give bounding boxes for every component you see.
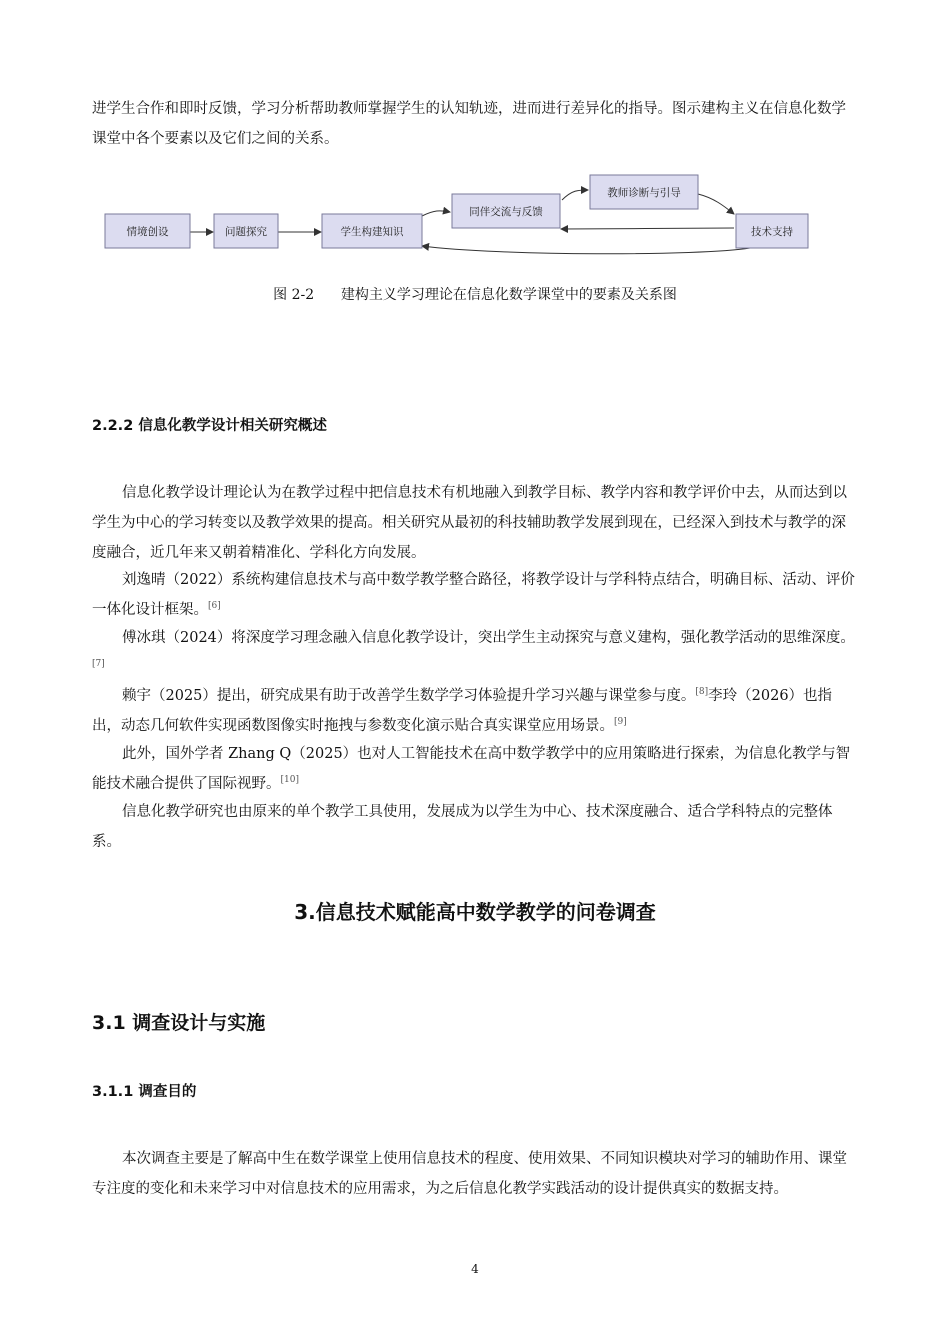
paragraph xyxy=(92,565,858,625)
paragraph-text: 李玲（2026）也指出，动态几何软件实现函数图像实时拖拽与参数变化演示贴合真实课堂应用场景。 xyxy=(92,688,833,734)
node-peer-feedback xyxy=(452,194,560,228)
citation: [10] xyxy=(280,775,299,786)
node-knowledge-construction-label: 学生构建知识 xyxy=(340,226,404,238)
paragraph xyxy=(92,623,858,683)
edge-6-3 xyxy=(422,246,750,254)
edge-5-6 xyxy=(698,194,734,214)
node-problem-inquiry-label: 问题探究 xyxy=(225,226,267,238)
section-heading-3-1-1: 3.1.1 调查目的 xyxy=(92,1084,197,1100)
page-number: 4 xyxy=(471,1262,479,1276)
paragraph-text: 赖宇（2025）提出，研究成果有助于改善学生数学学习体验提升学习兴趣与课堂参与度。 xyxy=(122,688,696,704)
intro-paragraph: 进学生合作和即时反馈，学习分析帮助教师掌握学生的认知轨迹，进而进行差异化的指导。图示建构主义在信息化数学课堂中各个要素以及它们之间的关系。 xyxy=(92,101,846,147)
edge-3-4 xyxy=(422,211,450,216)
figure-caption: 图 2-2 建构主义学习理论在信息化数学课堂中的要素及关系图 xyxy=(273,287,677,303)
constructivism-diagram xyxy=(100,170,812,260)
node-tech-support-label: 技术支持 xyxy=(751,226,793,238)
paragraph xyxy=(92,681,858,741)
node-teacher-guidance-label: 教师诊断与引导 xyxy=(607,187,681,199)
paragraph: 信息化教学设计理论认为在教学过程中把信息技术有机地融入到教学目标、教学内容和教学评价中去，从而达到以学生为中心的学习转变以及教学效果的提高。相关研究从最初的科技辅助教学发展到现在，已经深入到技术与教学的深度融合，近几年来又朝着精准化、学科化方向发展。 xyxy=(92,485,847,561)
citation: [9] xyxy=(614,717,627,728)
chapter-title: 3.信息技术赋能高中数学教学的问卷调查 xyxy=(294,900,656,924)
citation: [8] xyxy=(695,687,709,698)
node-tech-support xyxy=(736,214,808,248)
citation: [6] xyxy=(208,601,221,612)
citation: [7] xyxy=(92,659,105,670)
node-problem-inquiry xyxy=(214,214,278,248)
paragraph xyxy=(92,739,858,799)
node-teacher-guidance xyxy=(590,175,698,209)
section-heading-2-2-2: 2.2.2 信息化教学设计相关研究概述 xyxy=(92,418,327,434)
paragraph-text: 刘逸晴（2022）系统构建信息技术与高中数学教学整合路径，将教学设计与学科特点结合，明确目标、活动、评价一体化设计框架。 xyxy=(92,572,855,618)
paragraph-text: 傅冰琪（2024）将深度学习理念融入信息化教学设计，突出学生主动探究与意义建构，强化教学活动的思维深度。 xyxy=(122,630,855,646)
edge-6-4 xyxy=(561,228,734,229)
section-heading-3-1: 3.1 调查设计与实施 xyxy=(92,1012,266,1034)
node-peer-feedback-label: 同伴交流与反馈 xyxy=(469,206,543,218)
paragraph: 本次调查主要是了解高中生在数学课堂上使用信息技术的程度、使用效果、不同知识模块对学习的辅助作用、课堂专注度的变化和未来学习中对信息技术的应用需求，为之后信息化教学实践活动的设计提供真实的数据支持。 xyxy=(92,1151,847,1197)
edge-4-5 xyxy=(562,190,588,200)
paragraph-text: 此外，国外学者 Zhang Q（2025）也对人工智能技术在高中数学教学中的应用策略进行探索，为信息化教学与智能技术融合提供了国际视野。 xyxy=(92,746,851,792)
paragraph: 信息化教学研究也由原来的单个教学工具使用，发展成为以学生为中心、技术深度融合、适合学科特点的完整体系。 xyxy=(92,804,833,850)
node-knowledge-construction xyxy=(322,214,422,248)
node-scenario-label: 情境创设 xyxy=(126,226,169,238)
node-scenario xyxy=(105,214,190,248)
